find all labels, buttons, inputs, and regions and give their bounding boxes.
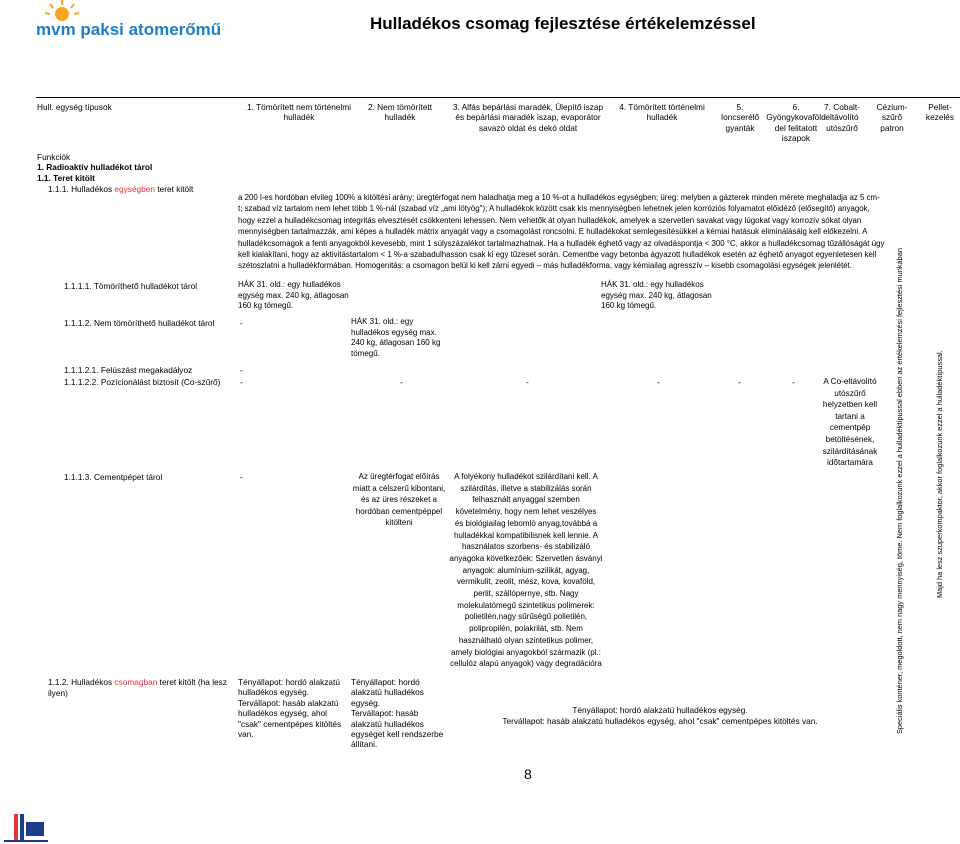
cell-112-col1: Tényállapot: hordó alakzatú hulladékos egység. Tervállapot: hasáb alakzatú hulladékos egység, ahol "csak" cementpépes kitöltés van. xyxy=(238,677,342,740)
page-number: 8 xyxy=(524,766,532,782)
label-row-1-1: 1.1. Teret kitölt xyxy=(37,173,95,183)
label-funkciok: Funkciók xyxy=(37,152,71,162)
header-col-6: 6. Gyöngykovaföld del felitatott iszapok xyxy=(766,102,826,144)
header-col-3: 3. Alfás bepárlási maradék, Ülepítő iszap és bepárlási maradék iszap, evaporátor savazó oldat és dekó oldat xyxy=(452,102,604,133)
requirement-text-1-1-1: a 200 l-es hordóban elvileg 100% a kitöltési arány; üregtérfogat nem haladhatja meg a 10 %-ot a hulladékos egységben; üreg: melyben a gázterek minden mérete meghaladja az 5 cm- t; szabad víz tartalom nem lehet több 1 %-nál (szabad víz „ami lötyög"); A hulladékok között csak kis mennyiségben lehetnek jelen korróziós folyamatot előidéző (elősegítő) anyagok, hogy ezzel a hulladékcsomag integritás elvesztését csökkenteni lehessen. Nem vehetők át olyan hulladékok, amelyek a szervetlen savakat vagy lúgokat vagy korrozív sókat olyan mennyiségben tartalmazzák, ami képes a hulladék mátrix anyagát vagy a csomagolást roncsolni. E hulladékokat semlegesítésükkel a kémiai hatásuk eliminálásáig kell előkezelni. A hulladékcsomagok a fenti anyagokból kevesebb, mint 1 súlyszázalékot tartalmazhatnak. Ha a hulladék éghető vagy az olvadáspontja < 300 °C, akkor a hulladékcsomag tűzállóságát úgy kell kialakítani, hogy az aktivitástartalom < 1 %-a szabadulhasson csak ki egy tűzeset során. Cementbe vagy betonba ágyazott hulladékok esetén az éghető anyagot egyenletesen kell szétoszlatni a hulladékformában. Homogenitás: a csomagon belül ki kell zárni egyedi – más hulladékforma, vagy kémiailag agresszív – kisebb csomagolási egységek jelenlétét. xyxy=(238,193,885,271)
label-row-1-1-1-2-2: 1.1.1.2.2. Pozícionálást biztosít (Co-szűrő) xyxy=(64,377,221,387)
label-row-1-1-1-2-1: 1.1.1.2.1. Felúszást megakadályoz xyxy=(64,365,193,375)
header-col-4: 4. Tömörített történelmi hulladék xyxy=(619,102,705,123)
label-row-1-1-1-2: 1.1.1.2. Nem tömöríthető hulladékot tárol xyxy=(64,318,215,328)
label-row-1-1-2-cont: ilyen) xyxy=(48,688,68,698)
label-row-1-1-1-3: 1.1.1.3. Cementpépet tárol xyxy=(64,472,163,482)
logo-text: mvm paksi atomerőmű xyxy=(36,20,222,39)
vertical-note-pellet: Majd ha lesz szuperkompaktor, akkor foglalkozunk ezzel a hulladéktípussal. xyxy=(935,350,944,598)
cell-11122-col7: A Co-eltávolító utószűrő helyzetben kell tartani a cementpép betöltésének, szilárdításának időtartamára xyxy=(822,377,878,468)
page-title: Hulladékos csomag fejlesztése értékelemzéssel xyxy=(370,14,756,33)
cell-11122-col4: - xyxy=(657,377,660,387)
label-row-1: 1. Radioaktív hulladékot tárol xyxy=(37,162,153,172)
label-row-1-1-1: 1.1.1. Hulladékos egységben teret kitölt xyxy=(48,184,194,194)
cell-1113-col2: Az üregtérfogat előírás miatt a célszerű kibontani, és az üres részeket a hordóban cementpéppel kitölteni xyxy=(352,472,446,528)
header-col-7: 7. Cobalt- eltávolító utószűrő xyxy=(824,102,860,133)
cell-1113-col3: A folyékony hulladékot szilárdítani kell. A szilárdítás, illetve a stabilizálás során felhasznált anyaggal szemben követelmény, hogy nem lehet veszélyes és biológiailag lebomló anyag,továbbá a hulladékkal kompatibilisnek kell lennie. A használatos szorbens- és stabilizáló anyagoka következőek: Szervetlen ásványi anyagok: alumínium-szilikát, agyag, vermikulit, zeolit, mész, kova, kovaföld, perlit, szállópernye, stb. Nagy molekulatömegű szintetikus polimerek: polietilén,nagy sűrűségű polietilén, polipropilén, polakrilát, stb. Nem használható olyan szintetikus polimer, amely biológiai anyagokból származik (pl.: cellulóz alapú anyagok) vagy degradációra xyxy=(449,472,603,669)
cell-1112-col2: HÁK 31. old.: egy hulladékos egység max. 240 kg, átlagosan 160 kg tömegű. xyxy=(351,317,441,358)
footer-logo-icon xyxy=(2,812,52,844)
cell-11122-col3: - xyxy=(526,377,529,387)
cell-11122-col2: - xyxy=(400,377,403,387)
header-col-1: 1. Tömörített nem történelmi hulladék xyxy=(246,102,352,123)
cell-11122-col6: - xyxy=(792,377,795,387)
header-col-5: 5. Ioncserélő gyanták xyxy=(720,102,760,133)
company-logo xyxy=(36,0,222,44)
vertical-note-cesium: Speciális konténer, megoldott, nem nagy mennyiség, töme. Nem foglalkozunk ezzel a hulladéktípussal ebben az értékelemzési fejlesztési munkában xyxy=(895,248,904,734)
cell-11122-col5: - xyxy=(738,377,741,387)
header-col-2: 2. Nem tömörített hulladék xyxy=(367,102,433,123)
cell-11122-col1: - xyxy=(240,377,243,387)
cell-112-col2: Tényállapot: hordó alakzatú hulladékos egység. Tervállapot: hasáb alakzatú hulladékos egységet kell rendszerbe állítani. xyxy=(351,677,444,750)
header-type: Hull. egység típusok xyxy=(37,102,112,112)
top-divider xyxy=(36,97,960,98)
label-row-1-1-1-1: 1.1.1.1. Tömöríthető hulladékot tárol xyxy=(64,281,198,291)
cell-1111-col1: HÁK 31. old.: egy hulladékos egység max. 240 kg, átlagosan 160 kg tömegű. xyxy=(238,280,349,311)
cell-1113-col1: - xyxy=(240,472,243,482)
cell-1111-col4: HÁK 31. old.: egy hulladékos egység max. 240 kg, átlagosan 160 kg tömegű. xyxy=(601,280,712,311)
cell-112-col4: Tényállapot: hordó alakzatú hulladékos egység. Tervállapot: hasáb alakzatú hulladékos egység, ahol "csak" cementpépes kitöltés van. xyxy=(502,705,818,726)
label-row-1-1-2: 1.1.2. Hulladékos csomagban teret kitölt (ha lesz xyxy=(48,677,227,687)
header-col-9: Pellet- kezelés xyxy=(925,102,955,123)
cell-1112-col1: - xyxy=(240,318,243,328)
header-col-8: Cézium- szűrő patron xyxy=(876,102,908,133)
cell-11121-col1: - xyxy=(240,365,243,375)
